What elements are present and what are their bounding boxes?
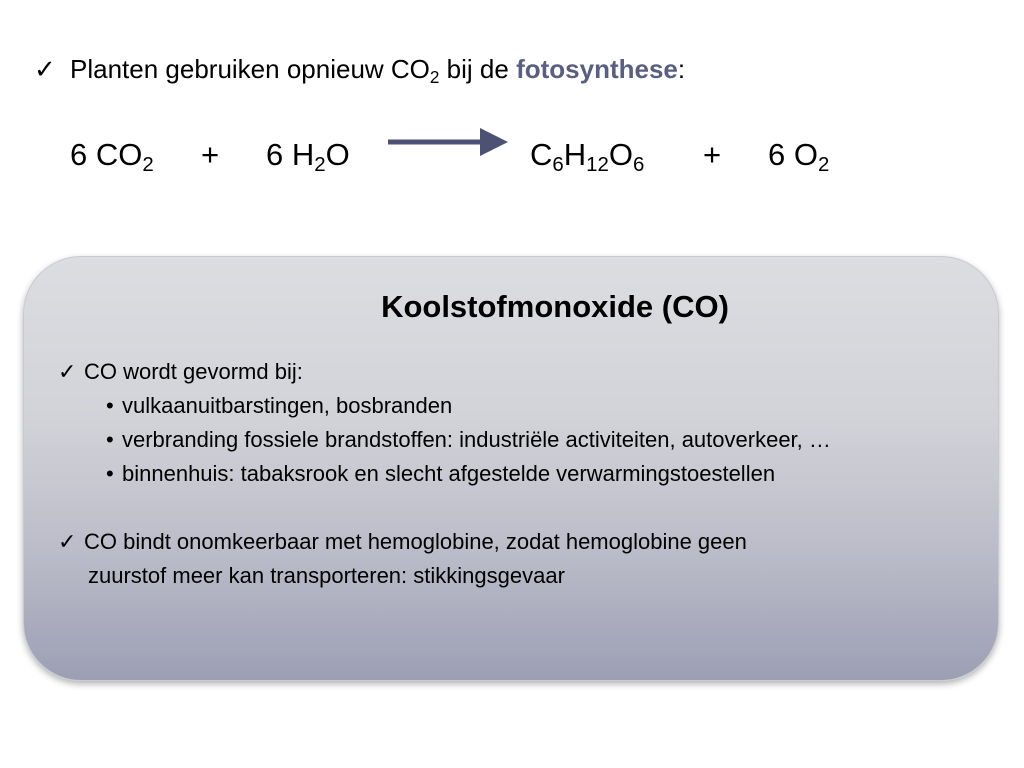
equation-reactant-co2 (70, 136, 154, 177)
formula: H (291, 137, 315, 172)
list-item (106, 393, 452, 419)
formula: H (563, 137, 587, 172)
formula: C (530, 137, 553, 172)
list-item-text: binnenhuis: tabaksrook en slecht afgestelde verwarmingstoestellen (122, 461, 776, 486)
subscript: 12 (586, 153, 609, 177)
subscript: 2 (314, 153, 326, 177)
right-arrow-icon (386, 125, 514, 161)
intro-highlight: fotosynthese (516, 54, 678, 84)
formula: O (793, 137, 818, 172)
check-icon: ✓ (58, 530, 77, 555)
point-hemoglobin-continued: zuurstof meer kan transporteren: stikkingsgevaar (88, 563, 565, 588)
intro-text-middle: bij de (439, 54, 517, 84)
point-text: CO wordt gevormd bij: (84, 359, 303, 384)
equation-reactant-h2o (266, 136, 350, 177)
panel-title: Koolstofmonoxide (CO) (381, 289, 729, 324)
bullet-icon: • (106, 393, 114, 418)
subscript: 2 (817, 153, 830, 177)
list-item (106, 461, 775, 487)
formula: O (325, 137, 350, 172)
coefficient: 6 (768, 137, 794, 172)
equation-plus-1: + (201, 137, 220, 172)
intro-subscript: 2 (429, 67, 440, 88)
equation-plus-2: + (703, 137, 722, 172)
point-text: CO bindt onomkeerbaar met hemoglobine, zodat hemoglobine geen (84, 529, 747, 554)
bullet-icon: • (106, 461, 114, 486)
list-item (106, 427, 831, 453)
point-hemoglobin (58, 529, 747, 556)
subscript: 6 (552, 153, 564, 177)
bullet-icon: • (106, 427, 114, 452)
list-item-text: verbranding fossiele brandstoffen: industriële activiteiten, autoverkeer, … (122, 427, 831, 452)
equation-product-o2 (768, 136, 830, 177)
coefficient: 6 (70, 137, 96, 172)
subscript: 2 (142, 153, 154, 177)
subscript: 6 (633, 153, 645, 177)
formula: CO (95, 137, 143, 172)
info-panel (23, 256, 999, 681)
check-icon: ✓ (58, 360, 77, 385)
equation-product-glucose (530, 136, 645, 177)
intro-line (34, 54, 685, 86)
formula: O (608, 137, 634, 172)
check-icon: ✓ (34, 55, 56, 85)
intro-text-after: : (677, 54, 686, 84)
list-item-text: vulkaanuitbarstingen, bosbranden (122, 393, 453, 418)
point-co-formation (58, 359, 303, 386)
intro-text-before: Planten gebruiken opnieuw CO (70, 54, 430, 84)
coefficient: 6 (266, 137, 292, 172)
